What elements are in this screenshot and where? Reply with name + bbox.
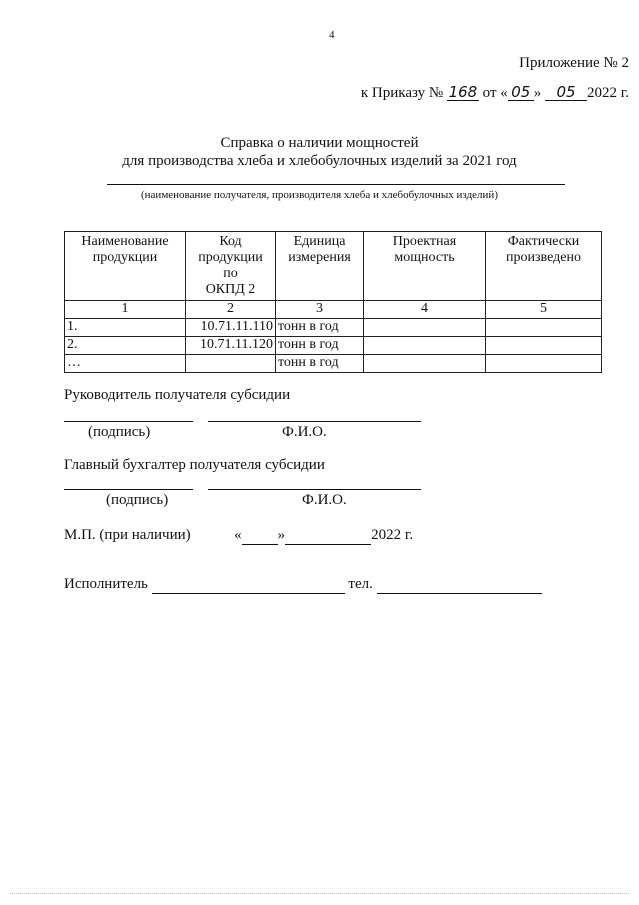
order-prefix: к Приказу № bbox=[360, 85, 444, 101]
accountant-name-caption: Ф.И.О. bbox=[302, 492, 347, 508]
table-column-numbers bbox=[65, 301, 602, 319]
order-month: 05 bbox=[545, 85, 587, 101]
stamp-label: М.П. (при наличии) bbox=[64, 527, 191, 543]
order-from: от bbox=[482, 85, 497, 101]
order-quote-close: » bbox=[533, 85, 542, 101]
order-day: 05 bbox=[508, 85, 534, 101]
appendix-label: Приложение № 2 bbox=[519, 55, 629, 71]
accountant-name-line bbox=[208, 489, 421, 490]
document-title bbox=[0, 134, 639, 170]
stamp-month-blank bbox=[285, 527, 371, 545]
table-cell: 2. bbox=[65, 337, 186, 355]
table-cell bbox=[486, 337, 602, 355]
accountant-signature-line bbox=[64, 489, 193, 490]
head-name-line bbox=[208, 421, 421, 422]
accountant-sign-caption: (подпись) bbox=[106, 492, 169, 508]
table-cell bbox=[486, 355, 602, 373]
column-number: 4 bbox=[364, 301, 486, 319]
table-cell: тонн в год bbox=[276, 355, 364, 373]
header-unit: Единица измерения bbox=[276, 232, 364, 301]
recipient-name-line bbox=[107, 184, 565, 185]
head-name-caption: Ф.И.О. bbox=[282, 424, 327, 440]
page-number: 4 bbox=[329, 29, 335, 41]
table-cell bbox=[186, 355, 276, 373]
table-row bbox=[65, 355, 602, 373]
accountant-label: Главный бухгалтер получателя субсидии bbox=[64, 457, 325, 473]
table-header-row bbox=[65, 232, 602, 301]
table-cell: тонн в год bbox=[276, 337, 364, 355]
header-design-capacity: Проектная мощность bbox=[364, 232, 486, 301]
table-cell: тонн в год bbox=[276, 319, 364, 337]
recipient-caption: (наименование получателя, производителя хлеба и хлебобулочных изделий) bbox=[141, 189, 498, 201]
head-signature-line bbox=[64, 421, 193, 422]
table-cell bbox=[486, 319, 602, 337]
scan-edge bbox=[10, 893, 629, 894]
phone-label: тел. bbox=[348, 576, 373, 592]
stamp-quote-open: « bbox=[234, 527, 242, 543]
header-okpd-code: Код продукции по ОКПД 2 bbox=[186, 232, 276, 301]
stamp-year: 2022 г. bbox=[371, 527, 414, 543]
phone-blank bbox=[377, 576, 542, 594]
column-number: 3 bbox=[276, 301, 364, 319]
executor-line bbox=[64, 576, 542, 594]
order-quote-open: « bbox=[500, 85, 508, 101]
column-number: 2 bbox=[186, 301, 276, 319]
column-number: 5 bbox=[486, 301, 602, 319]
header-product-name: Наименование продукции bbox=[65, 232, 186, 301]
table-cell: 10.71.11.110 bbox=[186, 319, 276, 337]
title-line-2: для производства хлеба и хлебобулочных изделий за 2021 год bbox=[122, 153, 517, 169]
head-label: Руководитель получателя субсидии bbox=[64, 387, 291, 403]
executor-label: Исполнитель bbox=[64, 576, 148, 592]
executor-name-blank bbox=[152, 576, 345, 594]
stamp-quote-close: » bbox=[277, 527, 286, 543]
table-cell: 1. bbox=[65, 319, 186, 337]
stamp-line bbox=[64, 527, 413, 545]
head-sign-caption: (подпись) bbox=[88, 424, 151, 440]
capacity-table bbox=[64, 231, 602, 373]
order-year: 2022 г. bbox=[587, 85, 629, 101]
table-cell: … bbox=[65, 355, 186, 373]
table-row bbox=[65, 319, 602, 337]
table-cell bbox=[364, 319, 486, 337]
table-cell bbox=[364, 337, 486, 355]
table-cell bbox=[364, 355, 486, 373]
column-number: 1 bbox=[65, 301, 186, 319]
order-reference bbox=[361, 85, 629, 102]
stamp-day-blank bbox=[242, 527, 278, 545]
header-actual-produced: Фактически произведено bbox=[486, 232, 602, 301]
table-row bbox=[65, 337, 602, 355]
title-line-1: Справка о наличии мощностей bbox=[220, 135, 419, 151]
order-number: 168 bbox=[448, 83, 478, 101]
table-cell: 10.71.11.120 bbox=[186, 337, 276, 355]
